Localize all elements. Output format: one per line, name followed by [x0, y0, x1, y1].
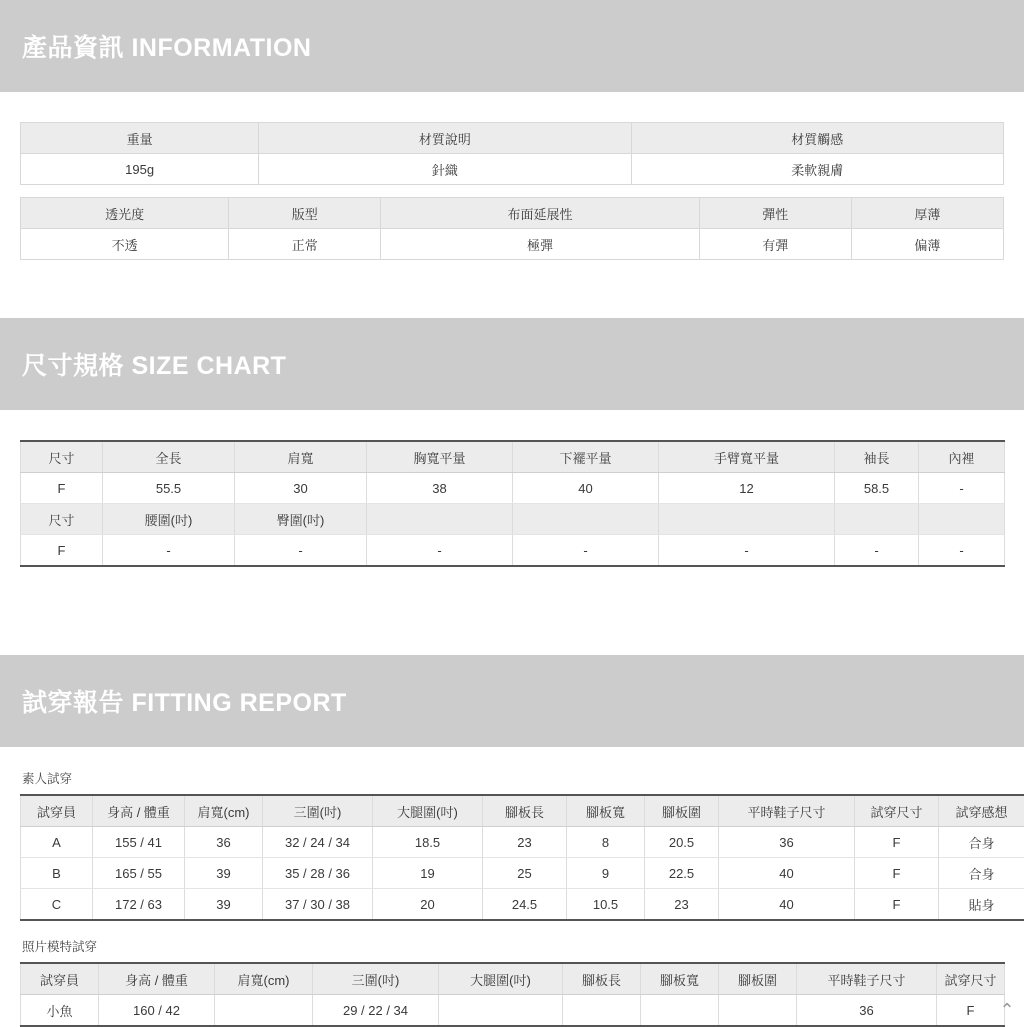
- table-header-cell: 肩寬(cm): [185, 795, 263, 827]
- table-cell: 40: [719, 858, 855, 889]
- table-header-cell: 三圍(吋): [313, 963, 439, 995]
- table-cell: F: [855, 827, 939, 858]
- table-cell: 39: [185, 889, 263, 921]
- table-cell: 正常: [229, 229, 381, 260]
- table-header-cell: 腰圍(吋): [103, 504, 235, 535]
- size-chart-table-wrap: [0, 440, 1024, 567]
- table-cell: 針織: [259, 154, 631, 185]
- table-cell: F: [21, 535, 103, 567]
- table-header-cell: 腳板長: [483, 795, 567, 827]
- table-cell: F: [21, 473, 103, 504]
- table-cell: A: [21, 827, 93, 858]
- table-cell: 165 / 55: [93, 858, 185, 889]
- table-row: [21, 123, 1004, 154]
- table-cell: 20: [373, 889, 483, 921]
- table-cell: B: [21, 858, 93, 889]
- table-header-cell: 下襬平量: [513, 441, 659, 473]
- table-cell: 195g: [21, 154, 259, 185]
- table-header-cell: 腳板圍: [719, 963, 797, 995]
- table-header-cell: 材質觸感: [631, 123, 1003, 154]
- table-cell: 155 / 41: [93, 827, 185, 858]
- table-row: [21, 889, 1024, 921]
- table-cell: -: [835, 535, 919, 567]
- table-cell: 9: [567, 858, 645, 889]
- model-fitting-table: [20, 962, 1005, 1027]
- table-header-cell: 透光度: [21, 198, 229, 229]
- table-cell: 160 / 42: [99, 995, 215, 1027]
- section-title-fitting-report: 試穿報告 FITTING REPORT: [22, 683, 347, 719]
- table-cell: 小魚: [21, 995, 99, 1027]
- table-header-cell: [919, 504, 1005, 535]
- table-header-cell: 試穿感想: [939, 795, 1024, 827]
- scroll-to-top-icon[interactable]: ⌃: [994, 997, 1020, 1023]
- table-cell: 12: [659, 473, 835, 504]
- table-row: [21, 504, 1005, 535]
- table-row: [21, 858, 1024, 889]
- table-header-cell: 大腿圍(吋): [439, 963, 563, 995]
- table-cell: 58.5: [835, 473, 919, 504]
- table-cell: 18.5: [373, 827, 483, 858]
- table-header-cell: 身高 / 體重: [99, 963, 215, 995]
- table-header-cell: 試穿員: [21, 795, 93, 827]
- table-cell: F: [855, 858, 939, 889]
- section-banner-information: [0, 0, 1024, 92]
- table-cell: 32 / 24 / 34: [263, 827, 373, 858]
- table-cell: 10.5: [567, 889, 645, 921]
- table-header-cell: 布面延展性: [381, 198, 699, 229]
- table-row: [21, 229, 1004, 260]
- table-row: [21, 827, 1024, 858]
- table-cell: 36: [797, 995, 937, 1027]
- table-header-cell: 肩寬: [235, 441, 367, 473]
- table-cell: 19: [373, 858, 483, 889]
- table-header-cell: 腳板圍: [645, 795, 719, 827]
- table-header-cell: 三圍(吋): [263, 795, 373, 827]
- table-cell: C: [21, 889, 93, 921]
- table-row: [21, 198, 1004, 229]
- table-cell: 22.5: [645, 858, 719, 889]
- table-cell: -: [367, 535, 513, 567]
- table-header-cell: 臀圍(吋): [235, 504, 367, 535]
- table-header-cell: 腳板長: [563, 963, 641, 995]
- table-header-cell: 重量: [21, 123, 259, 154]
- section-banner-fitting-report: [0, 655, 1024, 747]
- table-header-cell: 內裡: [919, 441, 1005, 473]
- table-cell: 8: [567, 827, 645, 858]
- table-cell: 合身: [939, 827, 1024, 858]
- table-cell: 55.5: [103, 473, 235, 504]
- model-fitting-label: 照片模特試穿: [0, 937, 1024, 962]
- information-table-1: [20, 122, 1004, 185]
- table-cell: 20.5: [645, 827, 719, 858]
- table-header-cell: 版型: [229, 198, 381, 229]
- table-cell: [563, 995, 641, 1027]
- section-title-size-chart: 尺寸規格 SIZE CHART: [22, 346, 286, 382]
- table-cell: -: [513, 535, 659, 567]
- table-cell: 貼身: [939, 889, 1024, 921]
- amateur-fitting-table: [20, 794, 1024, 921]
- table-cell: -: [235, 535, 367, 567]
- table-cell: -: [659, 535, 835, 567]
- table-header-cell: 平時鞋子尺寸: [719, 795, 855, 827]
- table-cell: F: [855, 889, 939, 921]
- table-row: [21, 441, 1005, 473]
- information-table-1-wrap: [0, 122, 1024, 185]
- table-header-cell: 試穿員: [21, 963, 99, 995]
- table-cell: [641, 995, 719, 1027]
- table-cell: 不透: [21, 229, 229, 260]
- table-cell: 合身: [939, 858, 1024, 889]
- table-cell: 36: [719, 827, 855, 858]
- table-header-cell: 尺寸: [21, 504, 103, 535]
- table-cell: 40: [513, 473, 659, 504]
- table-header-cell: 袖長: [835, 441, 919, 473]
- table-header-cell: 肩寬(cm): [215, 963, 313, 995]
- table-cell: 39: [185, 858, 263, 889]
- table-header-cell: 試穿尺寸: [855, 795, 939, 827]
- table-cell: 37 / 30 / 38: [263, 889, 373, 921]
- table-cell: 24.5: [483, 889, 567, 921]
- table-row: [21, 154, 1004, 185]
- amateur-fitting-label: 素人試穿: [0, 769, 1024, 794]
- table-cell: 23: [483, 827, 567, 858]
- table-cell: 偏薄: [851, 229, 1003, 260]
- table-row: [21, 963, 1005, 995]
- table-cell: 柔軟親膚: [631, 154, 1003, 185]
- table-header-cell: 平時鞋子尺寸: [797, 963, 937, 995]
- table-header-cell: 尺寸: [21, 441, 103, 473]
- table-cell: 23: [645, 889, 719, 921]
- section-banner-size-chart: [0, 318, 1024, 410]
- table-header-cell: 大腿圍(吋): [373, 795, 483, 827]
- table-cell: 172 / 63: [93, 889, 185, 921]
- table-cell: 40: [719, 889, 855, 921]
- table-cell: F: [937, 995, 1005, 1027]
- table-header-cell: 試穿尺寸: [937, 963, 1005, 995]
- table-header-cell: 身高 / 體重: [93, 795, 185, 827]
- table-header-cell: 全長: [103, 441, 235, 473]
- table-row: [21, 995, 1005, 1027]
- table-header-cell: [367, 504, 513, 535]
- table-cell: [439, 995, 563, 1027]
- table-header-cell: [835, 504, 919, 535]
- amateur-fitting-table-wrap: [0, 794, 1024, 921]
- table-cell: 36: [185, 827, 263, 858]
- table-row: [21, 473, 1005, 504]
- table-header-cell: 手臂寬平量: [659, 441, 835, 473]
- information-table-2-wrap: [0, 197, 1024, 260]
- size-chart-table: [20, 440, 1005, 567]
- table-cell: -: [103, 535, 235, 567]
- table-cell: -: [919, 473, 1005, 504]
- table-header-cell: 厚薄: [851, 198, 1003, 229]
- table-cell: 極彈: [381, 229, 699, 260]
- table-row: [21, 795, 1024, 827]
- table-cell: [215, 995, 313, 1027]
- model-fitting-table-wrap: [0, 962, 1024, 1027]
- table-cell: 有彈: [699, 229, 851, 260]
- table-cell: 30: [235, 473, 367, 504]
- table-cell: -: [919, 535, 1005, 567]
- table-cell: [719, 995, 797, 1027]
- table-cell: 35 / 28 / 36: [263, 858, 373, 889]
- table-header-cell: 腳板寬: [641, 963, 719, 995]
- section-title-information: 產品資訊 INFORMATION: [22, 28, 311, 64]
- table-cell: 25: [483, 858, 567, 889]
- table-header-cell: 彈性: [699, 198, 851, 229]
- table-cell: 38: [367, 473, 513, 504]
- table-header-cell: 胸寬平量: [367, 441, 513, 473]
- table-cell: 29 / 22 / 34: [313, 995, 439, 1027]
- information-table-2: [20, 197, 1004, 260]
- table-header-cell: 材質說明: [259, 123, 631, 154]
- table-row: [21, 535, 1005, 567]
- table-header-cell: [659, 504, 835, 535]
- table-header-cell: 腳板寬: [567, 795, 645, 827]
- table-header-cell: [513, 504, 659, 535]
